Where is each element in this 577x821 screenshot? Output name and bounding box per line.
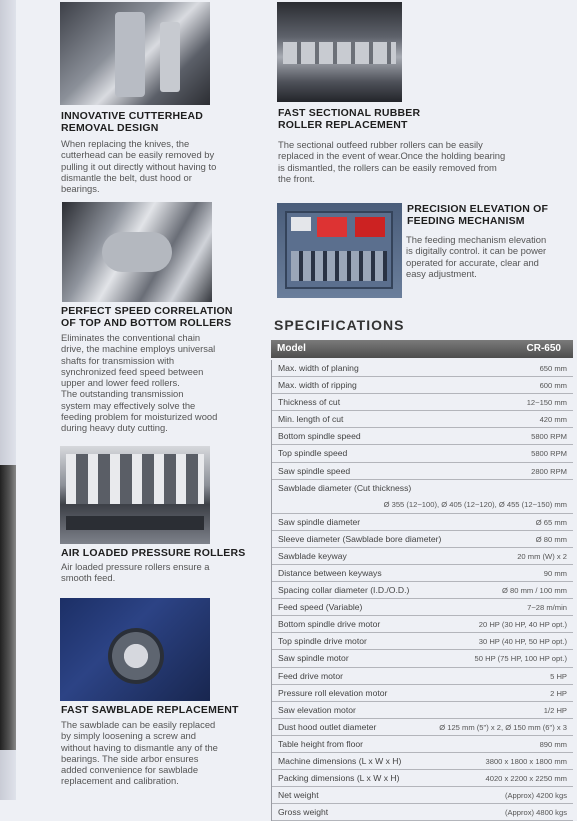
spec-label: Saw spindle speed [278, 465, 351, 476]
spec-label: Feed drive motor [278, 670, 343, 681]
spec-row [272, 599, 573, 616]
spec-row [272, 702, 573, 719]
spec-label: Thickness of cut [278, 397, 341, 408]
spec-value: Ø 65 mm [535, 517, 567, 527]
spec-row [272, 480, 573, 514]
spec-label: Max. width of planing [278, 363, 359, 373]
spec-value: 2800 RPM [531, 466, 567, 476]
feature-body-speed-correlation: Eliminates the conventional chain drive, the machine employs universal shafts for transmission with synchronized feed speed between upper and lower feed rollers. The outstanding transmission system may effectively solve the feeding problem for moisturized wood during heavy duty cutting. [61, 332, 218, 434]
feature-title-speed-correlation: PERFECT SPEED CORRELATION OF TOP AND BOTTOM ROLLERS [61, 305, 233, 329]
spec-value: Ø 80 mm [535, 534, 567, 544]
feature-body-sawblade: The sawblade can be easily replaced by simply loosening a screw and without having to dismantle any of the bearings. The side arbor ensures added convenience for sawblade replacement and calibration. [61, 719, 218, 787]
spec-row [272, 411, 573, 428]
spec-value: 12~150 mm [526, 398, 567, 408]
spec-label: Min. length of cut [278, 414, 344, 425]
feature-body-cutterhead: When replacing the knives, the cutterhead can be easily removed by pulling it out directly without having to dismantle the belt, dust hood or bearings. [61, 138, 217, 195]
spec-row [272, 377, 573, 394]
pressure-rollers-photo [60, 446, 210, 544]
page-edge-strip [0, 0, 16, 800]
spec-value: 20 mm (W) x 2 [517, 551, 567, 561]
spec-value: (Approx) 4800 kgs [504, 808, 567, 818]
sawblade-photo [60, 598, 210, 701]
spec-label: Dust hood outlet diameter [278, 721, 377, 732]
spec-row [272, 616, 573, 633]
spec-label: Top spindle drive motor [278, 636, 367, 647]
spec-label: Sawblade keyway [278, 550, 347, 561]
spec-row [272, 719, 573, 736]
spec-value: 2 HP [550, 688, 567, 698]
spec-value: 20 HP (30 HP, 40 HP opt.) [478, 620, 567, 630]
spec-row [272, 531, 573, 548]
feature-title-pressure-rollers: AIR LOADED PRESSURE ROLLERS [61, 547, 246, 559]
spec-label: Max. width of ripping [278, 380, 357, 391]
spec-row [272, 394, 573, 411]
spec-row [272, 565, 573, 582]
spec-label: Feed speed (Variable) [278, 602, 363, 613]
spec-label: Top spindle speed [278, 448, 348, 459]
spec-value: 3800 x 1800 x 1800 mm [485, 756, 567, 766]
speed-correlation-photo [62, 202, 212, 302]
spec-label: Bottom spindle drive motor [278, 619, 381, 630]
spec-row [272, 804, 573, 821]
spec-value: 7~28 m/min [527, 603, 567, 613]
spec-value: Ø 355 (12~100), Ø 405 (12~120), Ø 455 (12~150) mm [383, 499, 567, 509]
spec-label: Table height from floor [278, 738, 364, 749]
spec-value: 30 HP (40 HP, 50 HP opt.) [478, 637, 567, 647]
spec-value: 5800 RPM [531, 432, 567, 442]
specifications-title: SPECIFICATIONS [274, 317, 405, 333]
spec-label: Spacing collar diameter (I.D./O.D.) [278, 585, 410, 596]
spec-value: 600 mm [539, 381, 567, 391]
feature-title-rubber-roller: FAST SECTIONAL RUBBER ROLLER REPLACEMENT [278, 107, 421, 131]
spec-label: Gross weight [278, 807, 329, 818]
rubber-roller-photo [277, 2, 402, 102]
feature-title-sawblade: FAST SAWBLADE REPLACEMENT [61, 704, 239, 716]
spec-header-label: Model [277, 343, 306, 354]
spec-row [272, 685, 573, 702]
spec-row [272, 787, 573, 804]
spec-label: Saw spindle motor [278, 653, 349, 664]
feature-title-cutterhead: INNOVATIVE CUTTERHEAD REMOVAL DESIGN [61, 110, 204, 134]
cutterhead-photo [60, 2, 210, 105]
spec-value: Ø 80 mm / 100 mm [502, 586, 567, 596]
spec-label: Sleeve diameter (Sawblade bore diameter) [278, 533, 442, 544]
spec-value: 890 mm [539, 739, 567, 749]
spec-value: 650 mm [539, 364, 567, 373]
machine-edge-photo [0, 465, 16, 750]
spec-table-header [271, 340, 573, 358]
spec-label: Bottom spindle speed [278, 431, 361, 442]
spec-value: 5 HP [550, 671, 567, 681]
feature-body-rubber-roller: The sectional outfeed rubber rollers can be easily replaced in the event of wear.Once the holding bearing is dismantled, the rollers can be easily removed from the front. [278, 139, 506, 184]
spec-header-model: CR-650 [526, 343, 561, 354]
spec-row [272, 770, 573, 787]
spec-row [272, 668, 573, 685]
spec-value: (Approx) 4200 kgs [504, 791, 567, 801]
spec-value: 90 mm [543, 568, 567, 578]
spec-label: Saw elevation motor [278, 704, 356, 715]
spec-row [272, 445, 573, 462]
spec-row [272, 514, 573, 531]
spec-row [272, 548, 573, 565]
spec-label: Saw spindle diameter [278, 516, 361, 527]
spec-value: Ø 125 mm (5") x 2, Ø 150 mm (6") x 3 [439, 722, 567, 732]
spec-label: Net weight [278, 790, 319, 801]
feature-body-feeding-elevation: The feeding mechanism elevation is digitally control. it can be power operated for accurate, clear and easy adjustment. [406, 234, 547, 279]
feature-body-pressure-rollers: Air loaded pressure rollers ensure a smooth feed. [61, 561, 210, 584]
control-panel-photo [277, 203, 402, 298]
spec-table [271, 360, 573, 821]
spec-row [272, 360, 573, 377]
spec-row [272, 736, 573, 753]
spec-value: 4020 x 2200 x 2250 mm [485, 774, 567, 784]
spec-value: 5800 RPM [531, 449, 567, 459]
spec-row [272, 463, 573, 480]
spec-row [272, 753, 573, 770]
feature-title-feeding-elevation: PRECISION ELEVATION OF FEEDING MECHANISM [407, 203, 549, 227]
spec-label: Machine dimensions (L x W x H) [278, 755, 402, 766]
spec-row [272, 650, 573, 667]
spec-value: 50 HP (75 HP, 100 HP opt.) [474, 654, 567, 664]
spec-label: Distance between keyways [278, 567, 382, 578]
spec-label: Pressure roll elevation motor [278, 687, 388, 698]
spec-value: 1/2 HP [543, 705, 567, 715]
spec-row [272, 582, 573, 599]
spec-label: Packing dimensions (L x W x H) [278, 773, 400, 784]
spec-row [272, 633, 573, 650]
spec-label: Sawblade diameter (Cut thickness) [278, 482, 412, 493]
spec-row [272, 428, 573, 445]
spec-value: 420 mm [539, 415, 567, 425]
